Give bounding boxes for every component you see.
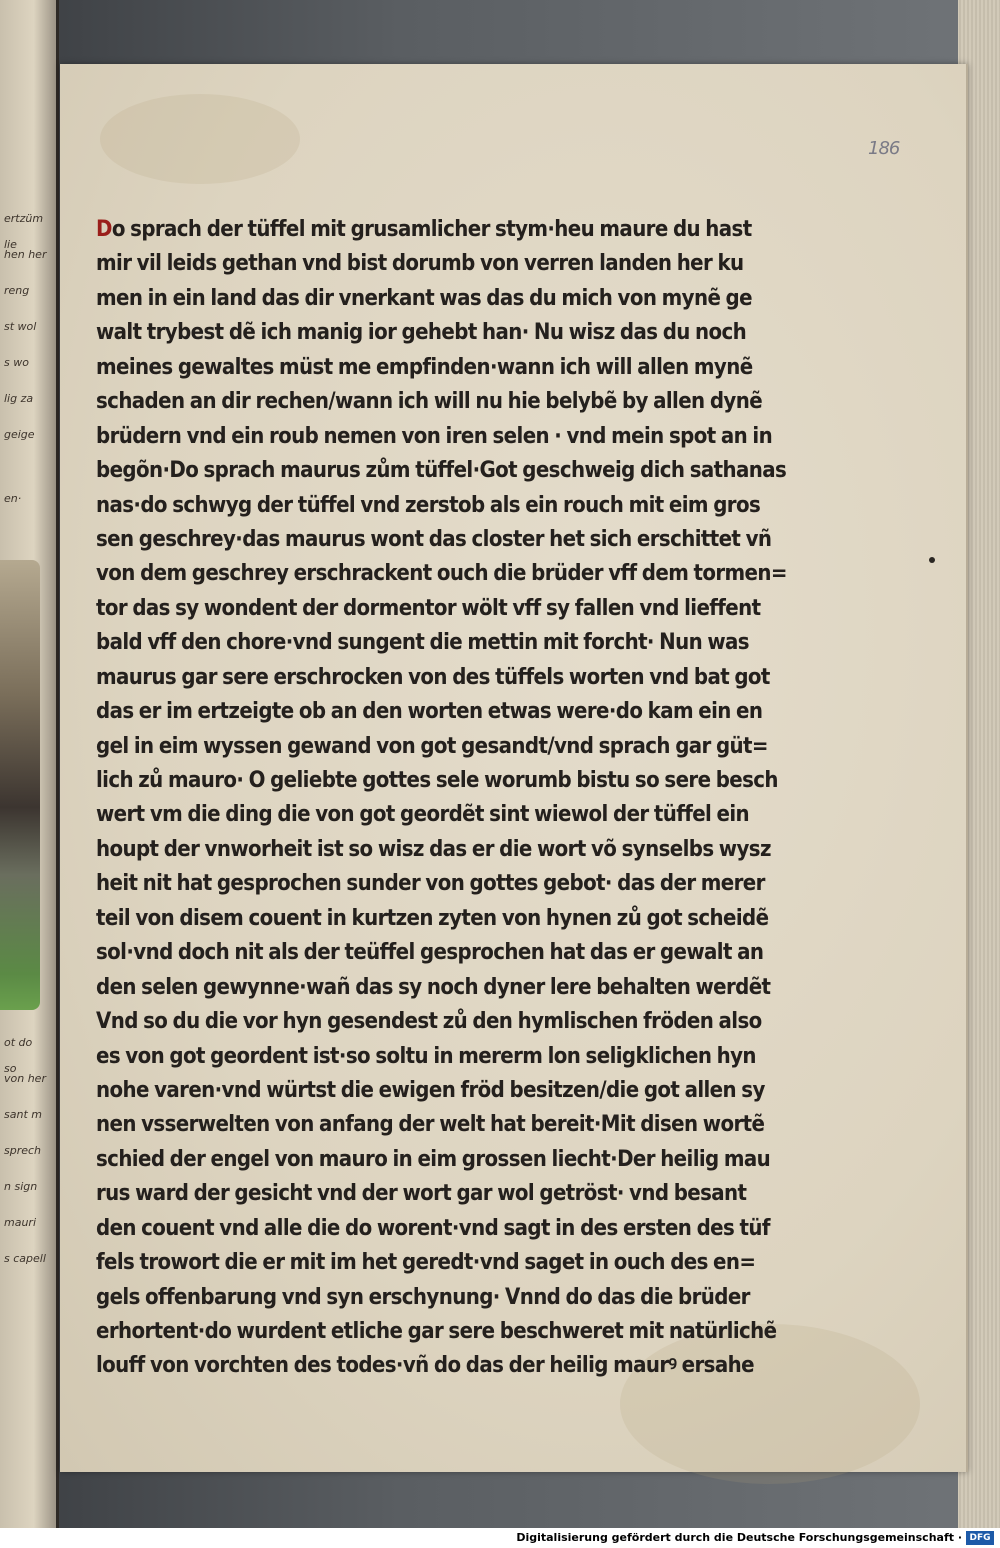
text-line: schied der engel von mauro in eim grossen liecht·Der heilig mau <box>96 1146 771 1172</box>
left-margin-text: en· <box>4 492 22 505</box>
left-page-fragments <box>0 0 48 1528</box>
text-line: Vnd so du die vor hyn gesendest zů den hymlischen fröden also <box>96 1009 762 1035</box>
text-line: heit nit hat gesprochen sunder von gottes gebot· das der merer <box>96 871 765 897</box>
text-line: brüdern vnd ein roub nemen von iren selen · vnd mein spot an in <box>96 423 773 449</box>
text-line: sol·vnd doch nit als der teüffel gesprochen hat das er gewalt an <box>96 940 764 966</box>
text-line: den selen gewynne·wañ das sy noch dyner lere behalten werdẽt <box>96 974 771 1000</box>
left-margin-text: mauri <box>4 1216 37 1229</box>
text-line: von dem geschrey erschrackent ouch die brüder vff dem tormen= <box>96 561 787 587</box>
left-margin-text: hen her <box>4 248 47 261</box>
text-line: lich zů mauro· O geliebte gottes sele worumb bistu so sere besch <box>96 768 778 793</box>
text-line: nohe varen·vnd würtst die ewigen fröd besitzen/die got allen sy <box>96 1077 765 1103</box>
left-margin-text: sprech <box>4 1144 42 1157</box>
left-margin-text: ertzüm lie <box>4 212 44 251</box>
text-line: louff von vorchten des todes·vñ do das der heilig maurꝰ ersahe <box>96 1353 754 1379</box>
text-line: mir vil leids gethan vnd bist dorumb von verren landen her ku <box>96 251 744 277</box>
text-line: begõn·Do sprach maurus zům tüffel·Got geschweig dich sathanas <box>96 458 787 484</box>
folio-number: 186 <box>868 138 900 159</box>
text-line: gel in eim wyssen gewand von got gesandt/vnd sprach gar güt= <box>96 733 768 759</box>
left-page-illustration <box>0 560 40 1010</box>
text-line: den couent vnd alle die do worent·vnd sagt in des ersten des tüf <box>96 1215 770 1241</box>
left-margin-text: n sign <box>4 1180 38 1193</box>
text-line: maurus gar sere erschrocken von des tüffels worten vnd bat got <box>96 664 770 690</box>
left-margin-text: reng <box>4 284 30 297</box>
text-line: das er im ertzeigte ob an den worten etwas were·do kam ein en <box>96 699 763 725</box>
left-margin-text: ot do so <box>4 1036 33 1075</box>
text-line: sen geschrey·das maurus wont das closter het sich erschittet vñ <box>96 526 772 552</box>
left-margin-text: von her <box>4 1072 46 1085</box>
left-margin-text: s capell <box>4 1252 46 1265</box>
left-margin-text: sant m <box>4 1108 42 1121</box>
text-line: rus ward der gesicht vnd der wort gar wol getröst· vnd besant <box>96 1181 747 1207</box>
left-margin-text: geige <box>4 428 35 441</box>
rubric-initial: D <box>96 217 112 242</box>
text-line: schaden an dir rechen/wann ich will nu hie belybẽ by allen dynẽ <box>96 389 763 415</box>
footer-bar <box>0 1528 1000 1548</box>
paper-stain <box>100 94 300 184</box>
left-margin-text: s wo <box>4 356 29 369</box>
text-line: gels offenbarung vnd syn erschynung· Vnnd do das die brüder <box>96 1284 750 1310</box>
text-line: erhortent·do wurdent etliche gar sere beschweret mit natürlichẽ <box>96 1319 777 1344</box>
text-line: men in ein land das dir vnerkant was das du mich von mynẽ ge <box>96 285 752 311</box>
text-line: wert vm die ding die von got geordẽt sint wiewol der tüffel ein <box>96 802 750 828</box>
text-line: houpt der vnworheit ist so wisz das er die wort võ synselbs wysz <box>96 836 771 862</box>
text-line: nas·do schwyg der tüffel vnd zerstob als ein rouch mit eim gros <box>96 492 761 518</box>
text-line: nen vsserwelten von anfang der welt hat bereit·Mit disen wortẽ <box>96 1112 765 1138</box>
text-line: bald vff den chore·vnd sungent die mettin mit forcht· Nun was <box>96 630 749 656</box>
left-margin-text: lig za <box>4 392 34 405</box>
left-margin-text: st wol <box>4 320 37 333</box>
text-line: walt trybest dẽ ich manig ior gehebt han· Nu wisz das du noch <box>96 320 747 346</box>
ink-dot <box>929 557 935 563</box>
text-line: fels trowort die er mit im het geredt·vnd saget in ouch des en= <box>96 1250 756 1276</box>
page-text-block <box>96 213 826 1384</box>
text-line: es von got geordent ist·so soltu in mererm lon seligklichen hyn <box>96 1043 756 1069</box>
text-line: tor das sy wondent der dormentor wölt vff sy fallen vnd lieffent <box>96 595 761 621</box>
dfg-logo[interactable]: DFG <box>966 1531 994 1545</box>
left-page-edge <box>0 0 59 1528</box>
text-line: teil von disem couent in kurtzen zyten von hynen zů got scheidẽ <box>96 905 769 931</box>
funding-credit: Digitalisierung gefördert durch die Deutsche Forschungsgemeinschaft · <box>516 1531 962 1544</box>
text-line: Do sprach der tüffel mit grusamlicher stym·heu maure du hast <box>96 217 752 242</box>
text-line: meines gewaltes müst me empfinden·wann ich will allen mynẽ <box>96 354 753 380</box>
